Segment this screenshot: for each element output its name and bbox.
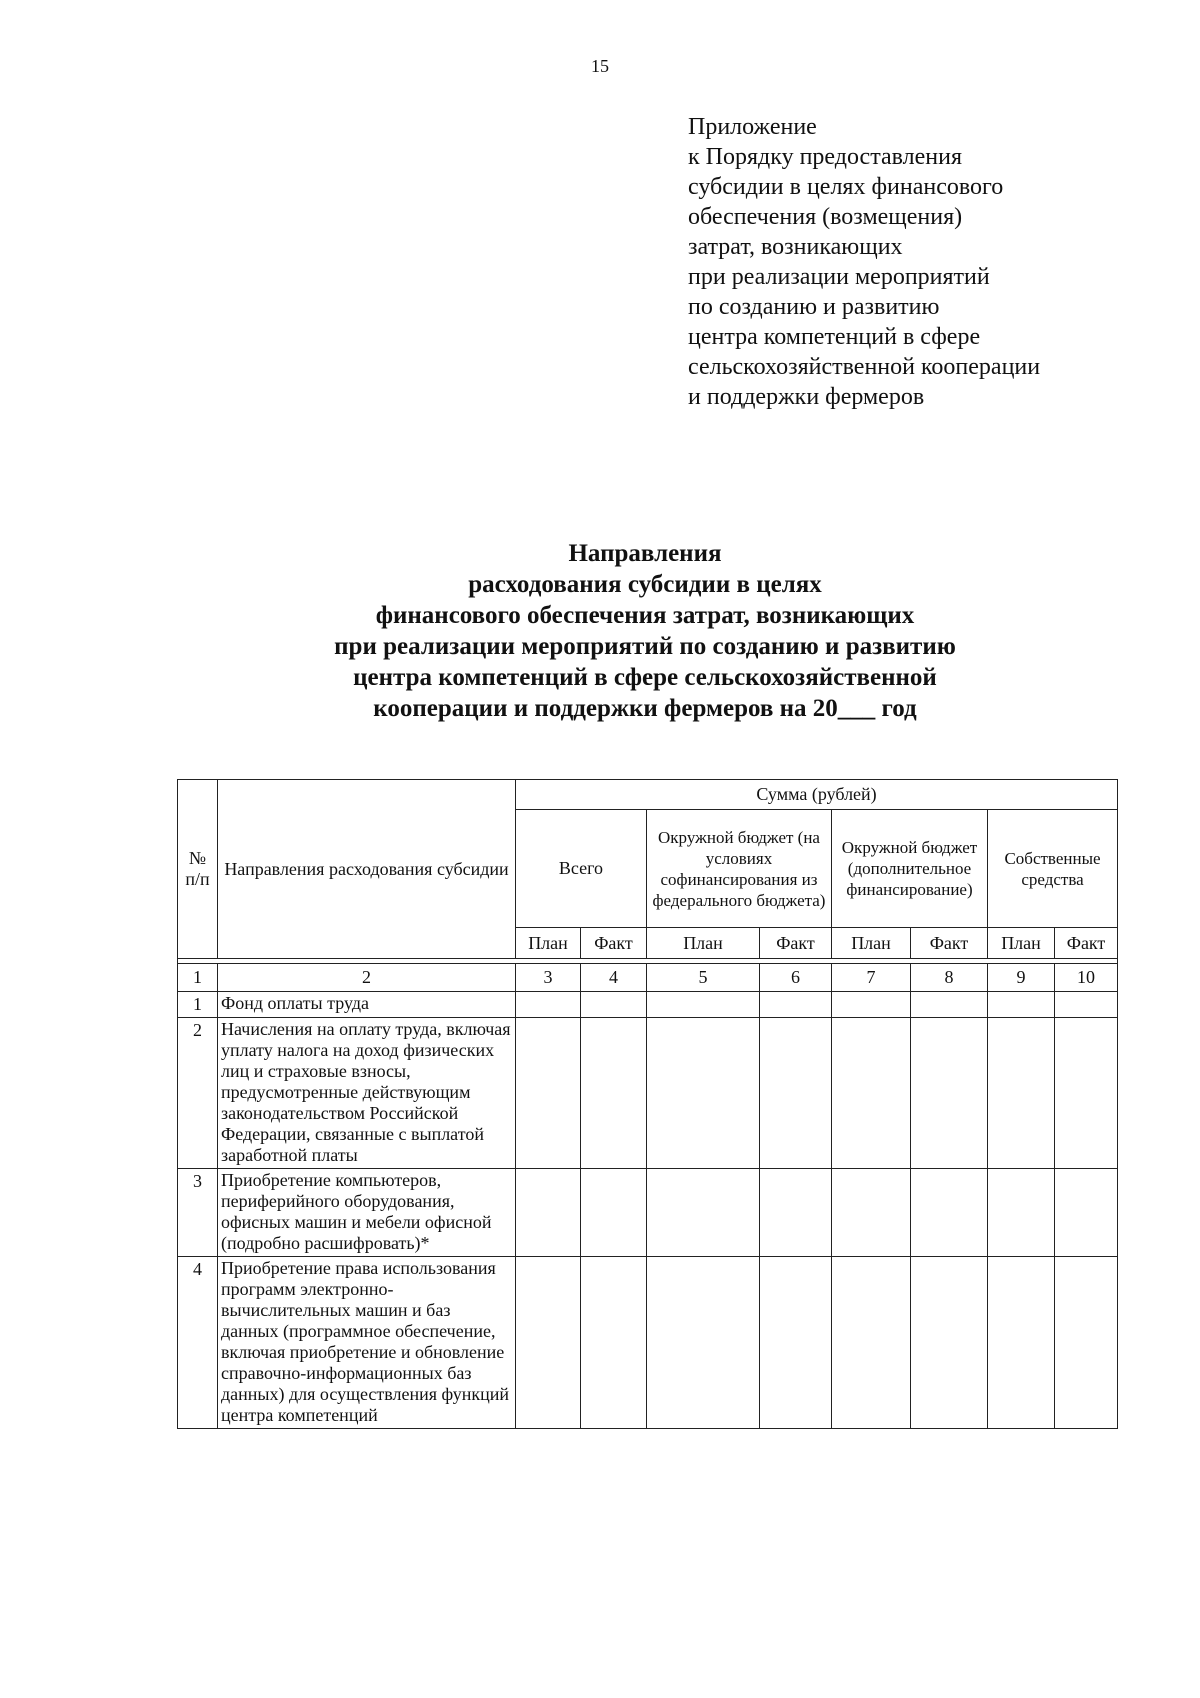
column-number: 9 bbox=[988, 964, 1055, 992]
cell-additional-plan bbox=[832, 1257, 911, 1429]
header-district-cofinancing: Окружной бюджет (на условиях софинансирования из федерального бюджета) bbox=[647, 810, 832, 928]
appendix-line: и поддержки фермеров bbox=[688, 384, 925, 410]
header-plan: План bbox=[516, 928, 581, 959]
column-number-row bbox=[178, 964, 1118, 992]
row-direction: Фонд оплаты труда bbox=[218, 992, 516, 1018]
cell-cofinancing-plan bbox=[647, 992, 760, 1018]
cell-cofinancing-fact bbox=[760, 1018, 832, 1169]
cell-own-fact bbox=[1055, 1018, 1118, 1169]
header-fact: Факт bbox=[760, 928, 832, 959]
cell-total-fact bbox=[581, 1018, 647, 1169]
title-line: расходования субсидии в целях bbox=[468, 571, 822, 598]
appendix-line: субсидии в целях финансового bbox=[688, 174, 1004, 200]
appendix-line: обеспечения (возмещения) bbox=[688, 204, 963, 230]
table-row bbox=[178, 1018, 1118, 1169]
appendix-line: к Порядку предоставления bbox=[688, 144, 963, 170]
document-title bbox=[0, 538, 1200, 724]
header-num: № п/п bbox=[178, 780, 218, 959]
header-direction: Направления расходования субсидии bbox=[218, 780, 516, 959]
header-fact: Факт bbox=[911, 928, 988, 959]
title-line: кооперации и поддержки фермеров на 20___ год bbox=[373, 695, 917, 722]
cell-additional-fact bbox=[911, 992, 988, 1018]
column-number: 4 bbox=[581, 964, 647, 992]
cell-cofinancing-plan bbox=[647, 1257, 760, 1429]
table-row bbox=[178, 992, 1118, 1018]
cell-own-plan bbox=[988, 992, 1055, 1018]
column-number: 7 bbox=[832, 964, 911, 992]
cell-cofinancing-plan bbox=[647, 1169, 760, 1257]
header-plan: План bbox=[988, 928, 1055, 959]
title-line: при реализации мероприятий по созданию и развитию bbox=[334, 633, 956, 660]
cell-total-fact bbox=[581, 1169, 647, 1257]
header-total: Всего bbox=[516, 810, 647, 928]
cell-own-fact bbox=[1055, 1257, 1118, 1429]
column-number: 3 bbox=[516, 964, 581, 992]
column-number: 1 bbox=[178, 964, 218, 992]
column-number: 6 bbox=[760, 964, 832, 992]
appendix-line: затрат, возникающих bbox=[688, 234, 903, 260]
appendix-line: сельскохозяйственной кооперации bbox=[688, 354, 1041, 380]
page-number: 15 bbox=[591, 56, 609, 76]
header-district-additional: Окружной бюджет (дополнительное финансирование) bbox=[832, 810, 988, 928]
appendix-line: при реализации мероприятий bbox=[688, 264, 990, 290]
cell-total-plan bbox=[516, 1257, 581, 1429]
cell-additional-fact bbox=[911, 1018, 988, 1169]
cell-total-plan bbox=[516, 992, 581, 1018]
header-fact: Факт bbox=[1055, 928, 1118, 959]
appendix-line: центра компетенций в сфере bbox=[688, 324, 981, 350]
title-line: центра компетенций в сфере сельскохозяйственной bbox=[353, 664, 937, 691]
column-number: 2 bbox=[218, 964, 516, 992]
header-sum: Сумма (рублей) bbox=[516, 780, 1118, 810]
column-number: 8 bbox=[911, 964, 988, 992]
cell-own-plan bbox=[988, 1257, 1055, 1429]
cell-own-plan bbox=[988, 1169, 1055, 1257]
row-number: 1 bbox=[178, 992, 218, 1018]
cell-total-plan bbox=[516, 1018, 581, 1169]
cell-cofinancing-fact bbox=[760, 1169, 832, 1257]
row-number: 3 bbox=[178, 1169, 218, 1257]
table-row bbox=[178, 1169, 1118, 1257]
cell-additional-fact bbox=[911, 1169, 988, 1257]
row-direction: Начисления на оплату труда, включая уплату налога на доход физических лиц и страховые взносы, предусмотренные действующим законодательством Российской Федерации, связанные с выплатой заработной платы bbox=[218, 1018, 516, 1169]
appendix-line: по созданию и развитию bbox=[688, 294, 940, 320]
cell-cofinancing-fact bbox=[760, 1257, 832, 1429]
cell-own-plan bbox=[988, 1018, 1055, 1169]
row-number: 2 bbox=[178, 1018, 218, 1169]
cell-additional-plan bbox=[832, 1169, 911, 1257]
cell-own-fact bbox=[1055, 992, 1118, 1018]
table-row bbox=[178, 1257, 1118, 1429]
cell-total-fact bbox=[581, 1257, 647, 1429]
cell-cofinancing-plan bbox=[647, 1018, 760, 1169]
row-direction: Приобретение компьютеров, периферийного оборудования, офисных машин и мебели офисной (подробно расшифровать)* bbox=[218, 1169, 516, 1257]
cell-cofinancing-fact bbox=[760, 992, 832, 1018]
column-number: 10 bbox=[1055, 964, 1118, 992]
appendix-block bbox=[688, 112, 1040, 412]
title-line: финансового обеспечения затрат, возникающих bbox=[375, 602, 915, 629]
cell-total-plan bbox=[516, 1169, 581, 1257]
header-plan: План bbox=[647, 928, 760, 959]
cell-additional-plan bbox=[832, 992, 911, 1018]
header-fact: Факт bbox=[581, 928, 647, 959]
cell-additional-fact bbox=[911, 1257, 988, 1429]
cell-total-fact bbox=[581, 992, 647, 1018]
column-number: 5 bbox=[647, 964, 760, 992]
cell-additional-plan bbox=[832, 1018, 911, 1169]
expenses-table bbox=[177, 779, 1118, 1429]
header-own-funds: Собственные средства bbox=[988, 810, 1118, 928]
appendix-line: Приложение bbox=[688, 114, 817, 140]
header-plan: План bbox=[832, 928, 911, 959]
cell-own-fact bbox=[1055, 1169, 1118, 1257]
title-line: Направления bbox=[568, 540, 722, 567]
row-direction: Приобретение права использования программ электронно-вычислительных машин и баз данных (программное обеспечение, включая приобретение и обновление справочно-информационных баз данных) для осуществления функций центра компетенций bbox=[218, 1257, 516, 1429]
row-number: 4 bbox=[178, 1257, 218, 1429]
